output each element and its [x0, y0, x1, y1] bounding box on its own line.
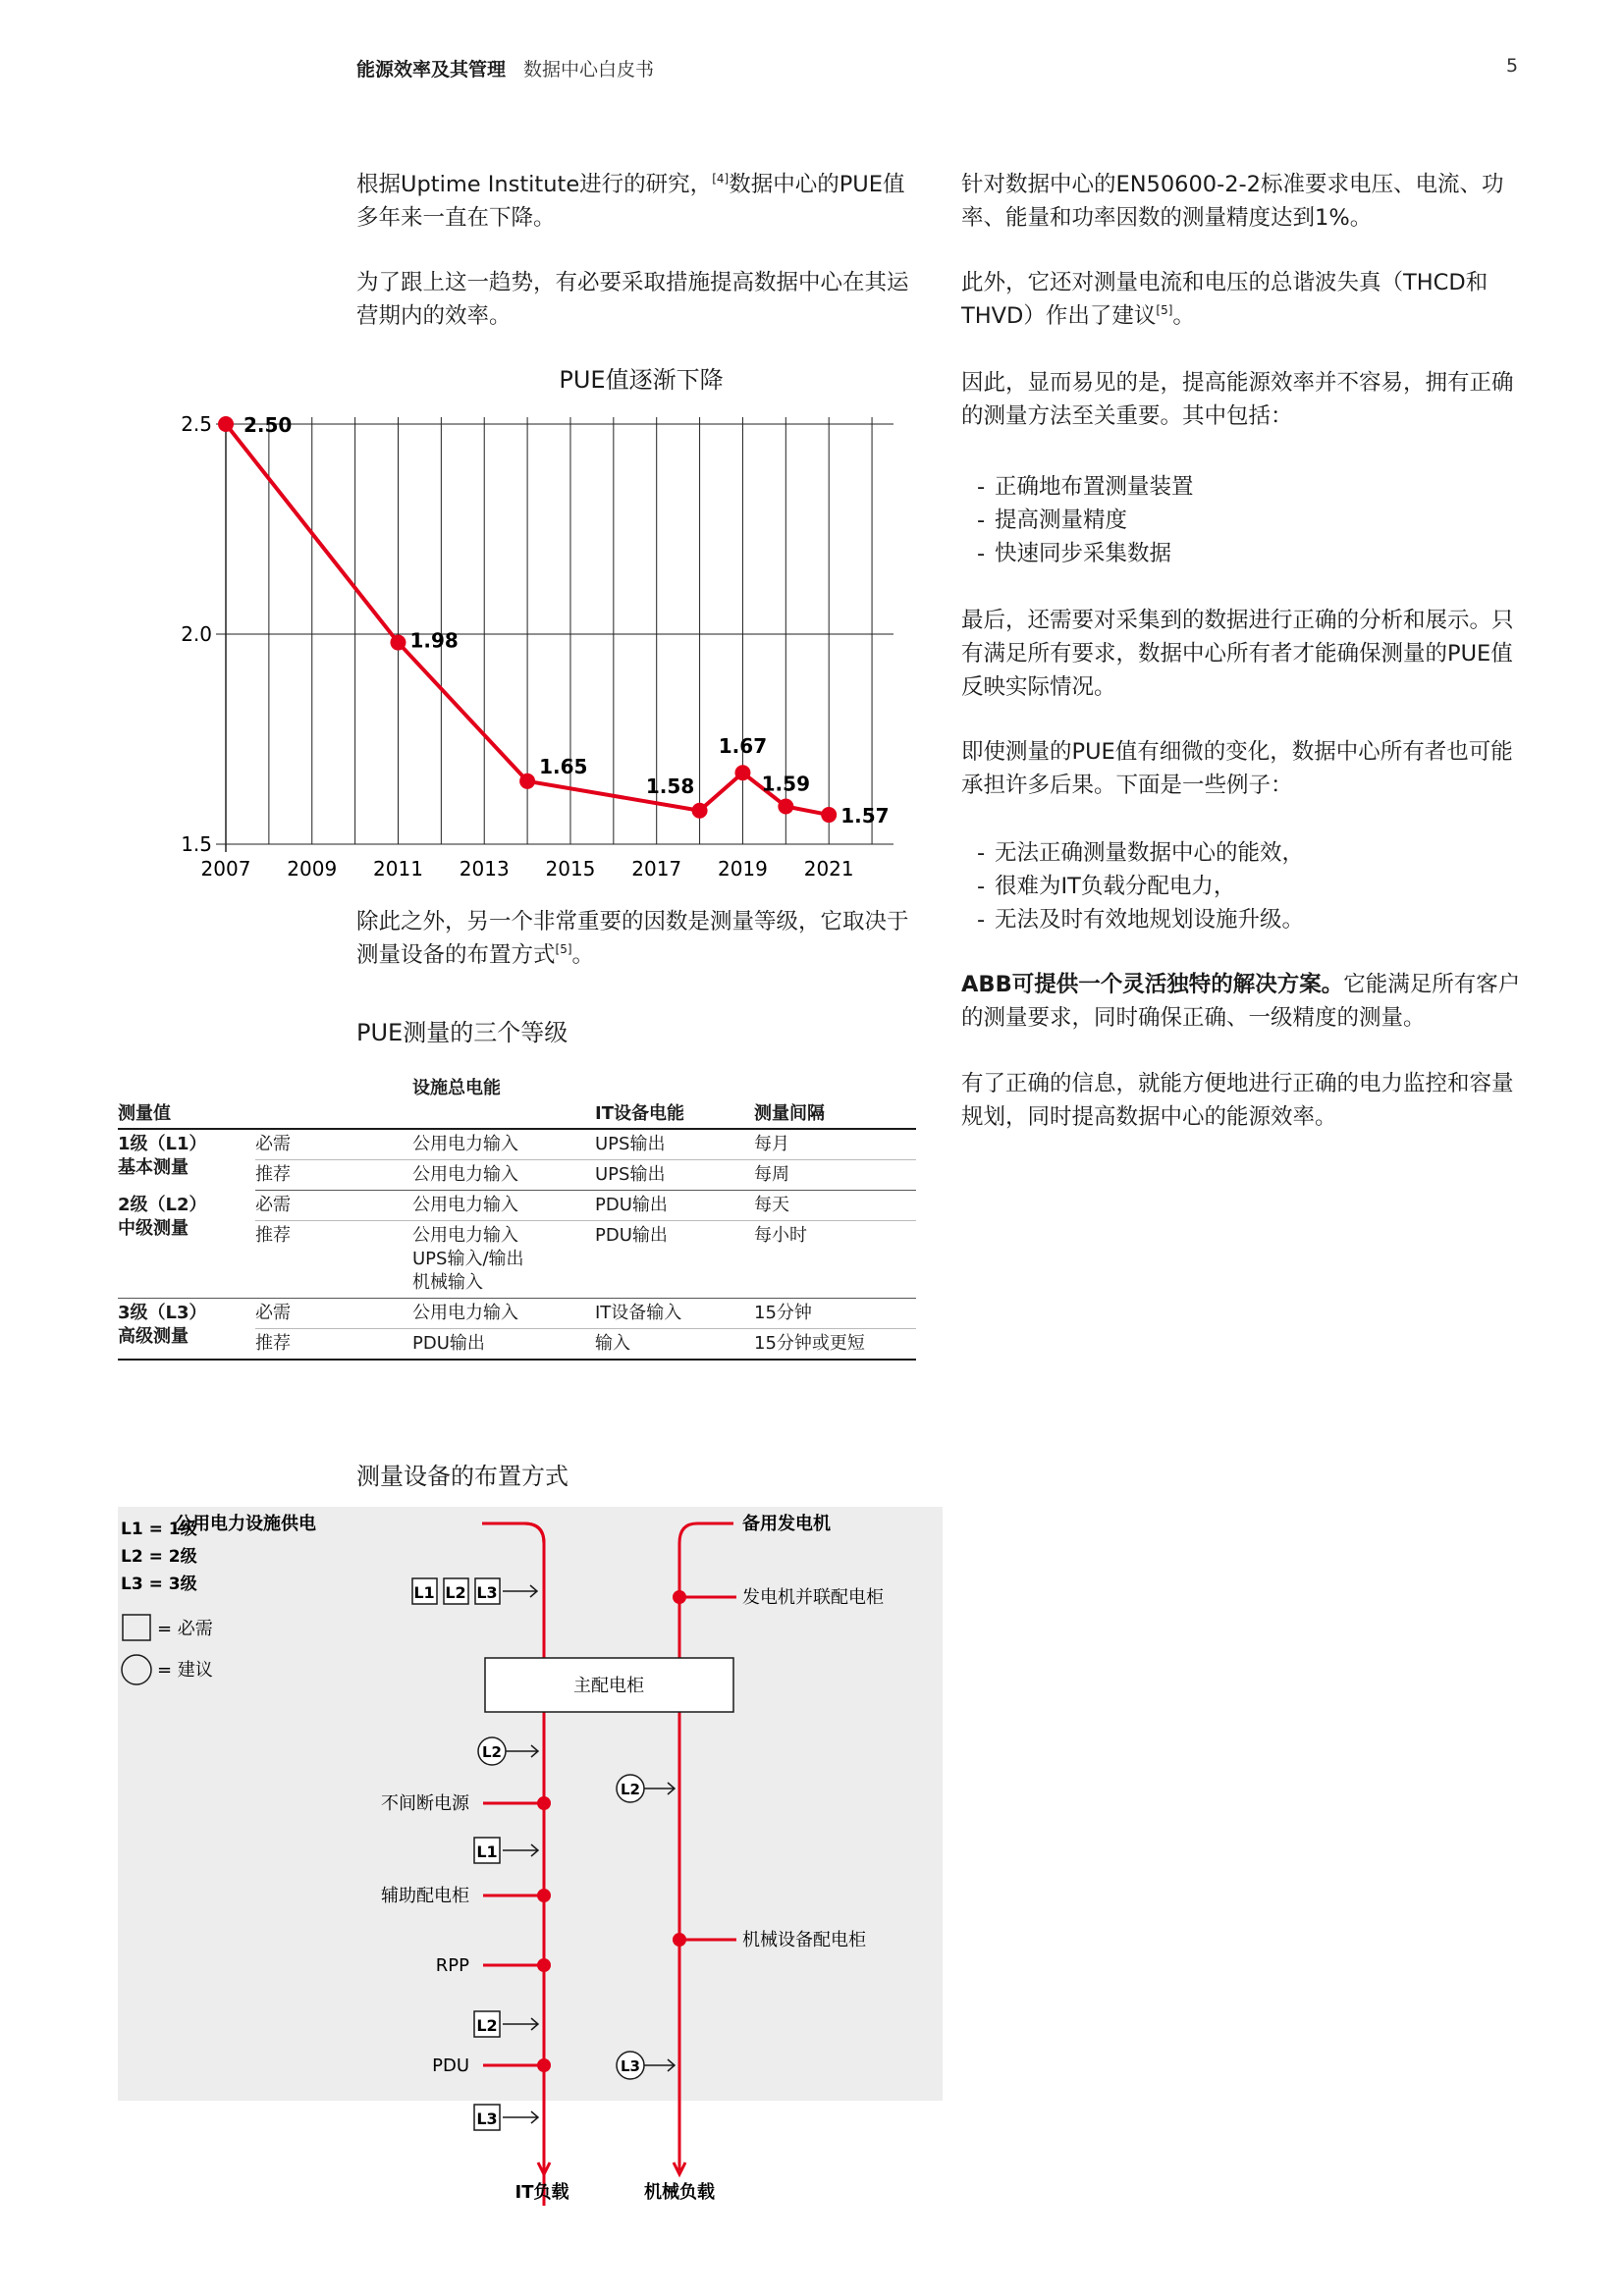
metering-layout-branches [118, 1507, 943, 2206]
col-header-it: IT设备电能 [595, 1070, 754, 1129]
left-paragraph-1: 根据Uptime Institute进行的研究，[4]数据中心的PUE值多年来一直在下降。 [356, 172, 905, 231]
level-cell: 3级（L3） 高级测量 [118, 1299, 255, 1361]
pdu-label: PDU [432, 2056, 469, 2076]
x-tick-label: 2007 [200, 857, 251, 881]
rpp-label: RPP [435, 1955, 469, 1976]
requirements-list [977, 470, 1546, 570]
main-panel-label: 主配电柜 [573, 1676, 644, 1696]
svg-text:L2: L2 [476, 2016, 498, 2035]
x-tick-label: 2009 [287, 857, 338, 881]
right-paragraph-2: 此外，它还对测量电流和电压的总谐波失真（THCD和THVD）作出了建议[5]。 [961, 270, 1489, 329]
x-tick-label: 2011 [373, 857, 423, 881]
x-tick-label: 2021 [803, 857, 854, 881]
svg-text:L2: L2 [482, 1743, 502, 1761]
right-paragraph-3: 因此，显而易见的是，提高能源效率并不容易，拥有正确的测量方法至关重要。其中包括： [961, 370, 1514, 429]
data-label: 1.98 [409, 628, 459, 653]
x-tick-label: 2019 [717, 857, 768, 881]
svg-text:L3: L3 [621, 2057, 640, 2075]
data-label: 1.67 [718, 734, 768, 759]
diagram-title: 测量设备的布置方式 [356, 1463, 568, 1490]
x-tick-label: 2013 [459, 857, 510, 881]
list-item: - 很难为IT负载分配电力， [977, 870, 1546, 903]
svg-text:L3: L3 [476, 1583, 498, 1602]
legend-recommended: = 建议 [157, 1660, 213, 1681]
data-point [692, 803, 708, 819]
table-row: 2级（L2） 中级测量 必需 公用电力输入 PDU输出 每天 [118, 1191, 916, 1221]
consequences-list [977, 836, 1546, 936]
svg-text:L1: L1 [476, 1842, 498, 1861]
page-number: 5 [1506, 55, 1519, 77]
data-point [519, 774, 535, 789]
legend-l1: L1 = 1级 [121, 1520, 197, 1539]
left-paragraph-3: 除此之外，另一个非常重要的因数是测量等级，它取决于测量设备的布置方式[5]。 [356, 909, 909, 968]
data-point [778, 798, 793, 814]
table-row: 1级（L1） 基本测量 必需 公用电力输入 UPS输出 每月 [118, 1129, 916, 1160]
list-item: - 快速同步采集数据 [977, 537, 1546, 570]
gen-panel-label: 发电机并联配电柜 [742, 1587, 884, 1608]
table-row: 3级（L3） 高级测量 必需 公用电力输入 IT设备输入 15分钟 [118, 1299, 916, 1329]
data-label: 1.65 [539, 754, 588, 778]
data-point [218, 416, 234, 432]
x-tick-label: 2015 [545, 857, 596, 881]
it-load-label: IT负载 [514, 2182, 569, 2203]
list-item: - 提高测量精度 [977, 504, 1546, 537]
data-label: 1.58 [645, 774, 695, 798]
level-cell: 2级（L2） 中级测量 [118, 1191, 255, 1299]
left-paragraph-2: 为了跟上这一趋势，有必要采取措施提高数据中心在其运营期内的效率。 [356, 270, 909, 329]
legend-l2: L2 = 2级 [121, 1547, 197, 1567]
right-paragraph-4: 最后，还需要对采集到的数据进行正确的分析和展示。只有满足所有要求，数据中心所有者才能确保测量的PUE值反映实际情况。 [961, 608, 1514, 700]
right-paragraph-1: 针对数据中心的EN50600-2-2标准要求电压、电流、功率、能量和功率因数的测量精度达到1%。 [961, 172, 1504, 231]
col-header-facility: 设施总电能 [412, 1070, 595, 1129]
list-item: - 无法正确测量数据中心的能效， [977, 836, 1546, 870]
utility-label: 公用电力设施供电 [175, 1514, 316, 1534]
header-title: 能源效率及其管理 [356, 59, 507, 80]
mech-panel-label: 机械设备配电柜 [742, 1930, 866, 1950]
svg-text:L1: L1 [413, 1583, 435, 1602]
ups-label: 不间断电源 [381, 1793, 469, 1814]
table-title: PUE测量的三个等级 [356, 1019, 568, 1046]
legend-required: = 必需 [157, 1619, 213, 1639]
chart-title: PUE值逐渐下降 [559, 366, 724, 394]
list-item: - 正确地布置测量装置 [977, 470, 1546, 504]
header-subtitle: 数据中心白皮书 [523, 59, 655, 80]
svg-text:L3: L3 [476, 2109, 498, 2128]
col-header-interval: 测量间隔 [754, 1070, 916, 1129]
table-row: 推荐 公用电力输入 UPS输入/输出 机械输入 PDU输出 每小时 [118, 1221, 916, 1299]
data-point [390, 635, 406, 651]
y-tick-label: 1.5 [181, 832, 212, 856]
right-paragraph-7: 有了正确的信息，就能方便地进行正确的电力监控和容量规划，同时提高数据中心的能源效率。 [961, 1071, 1514, 1130]
level-cell: 1级（L1） 基本测量 [118, 1134, 207, 1178]
pue-line-chart [118, 388, 923, 898]
table-row: 推荐 PDU输出 输入 15分钟或更短 [118, 1329, 916, 1361]
data-label: 1.59 [761, 772, 811, 796]
data-point [734, 765, 750, 780]
col-header-measure: 测量值 [118, 1070, 255, 1129]
right-paragraph-6: ABB可提供一个灵活独特的解决方案。它能满足所有客户的测量要求，同时确保正确、一级精度的测量。 [961, 972, 1521, 1031]
data-label: 1.57 [840, 804, 890, 828]
svg-text:L2: L2 [621, 1781, 640, 1798]
right-paragraph-5: 即使测量的PUE值有细微的变化，数据中心所有者也可能承担许多后果。下面是一些例子： [961, 739, 1513, 798]
data-point [821, 807, 837, 823]
generator-label: 备用发电机 [742, 1514, 831, 1534]
y-tick-label: 2.5 [181, 412, 212, 436]
mech-load-label: 机械负载 [644, 2182, 715, 2203]
data-label: 2.50 [244, 413, 293, 437]
table-row: 推荐 公用电力输入 UPS输出 每周 [118, 1160, 916, 1191]
pue-levels-table [118, 1070, 916, 1361]
aux-panel-label: 辅助配电柜 [381, 1886, 469, 1906]
y-tick-label: 2.0 [181, 622, 212, 646]
list-item: - 无法及时有效地规划设施升级。 [977, 903, 1546, 936]
legend-l3: L3 = 3级 [121, 1575, 197, 1594]
svg-text:L2: L2 [445, 1583, 466, 1602]
x-tick-label: 2017 [631, 857, 682, 881]
